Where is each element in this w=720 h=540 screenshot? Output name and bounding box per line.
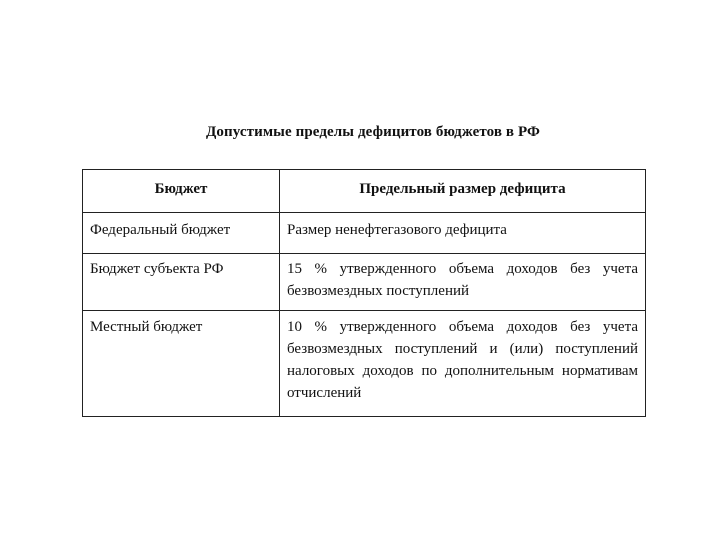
budget-cell: Федеральный бюджет xyxy=(83,213,280,254)
limit-cell: Размер ненефтегазового дефицита xyxy=(280,213,646,254)
limit-cell: 15 % утвержденного объема доходов без учета безвозмездных поступлений xyxy=(280,254,646,311)
table-header-row xyxy=(83,170,646,213)
table-row xyxy=(83,311,646,417)
document-title: Допустимые пределы дефицитов бюджетов в РФ xyxy=(206,124,540,140)
limit-cell: 10 % утвержденного объема доходов без учета безвозмездных поступлений и (или) поступлений налоговых доходов по дополнительным нормативам отчислений xyxy=(280,311,646,417)
column-header-budget: Бюджет xyxy=(83,170,280,213)
table-row xyxy=(83,213,646,254)
budget-cell: Бюджет субъекта РФ xyxy=(83,254,280,311)
budget-cell: Местный бюджет xyxy=(83,311,280,417)
deficit-limits-table xyxy=(82,169,646,417)
table-row xyxy=(83,254,646,311)
column-header-limit: Предельный размер дефицита xyxy=(280,170,646,213)
